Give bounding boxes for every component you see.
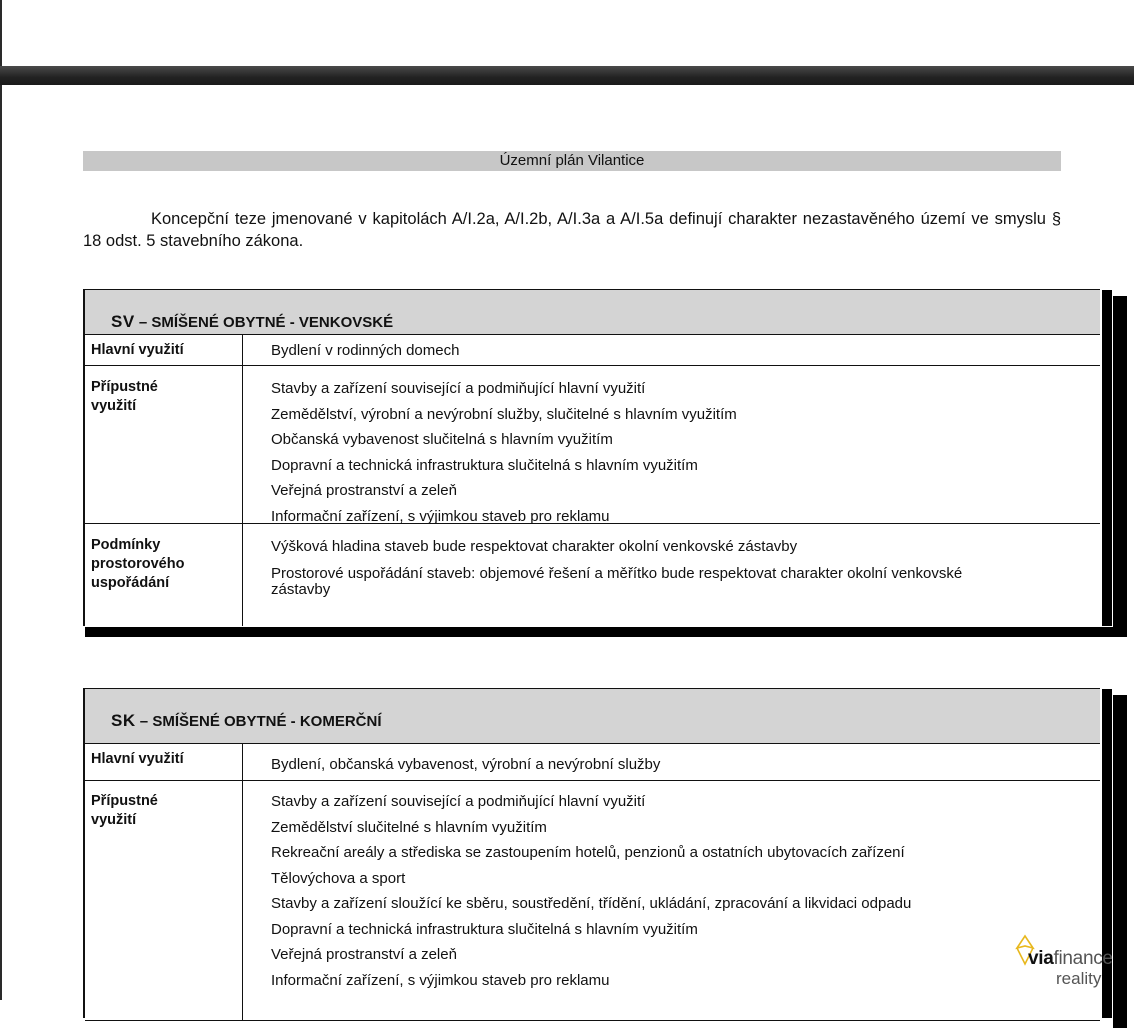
table-row: [85, 335, 1100, 366]
list-item: Veřejná prostranství a zeleň: [271, 482, 457, 499]
zone-code: SK: [111, 711, 136, 730]
list-item: Zemědělství slučitelné s hlavním využitím: [271, 818, 547, 836]
list-item: Dopravní a technická infrastruktura slučitelná s hlavním využitím: [271, 456, 698, 474]
list-item: Občanská vybavenost slučitelná s hlavním využitím: [271, 431, 613, 448]
logo-reality: reality: [1056, 969, 1102, 988]
list-item: Zemědělství, výrobní a nevýrobní služby, slučitelné s hlavním využitím: [271, 405, 737, 423]
list-item: Veřejná prostranství a zeleň: [271, 946, 457, 963]
previous-page-bottom: [0, 0, 1134, 66]
table-row: [85, 366, 1100, 524]
table-row: [85, 524, 1100, 626]
list-item: Stavby a zařízení související a podmiňující hlavní využití: [271, 793, 646, 810]
table-shadow: [1102, 290, 1112, 626]
row-label: Přípustné využití: [85, 366, 243, 523]
list-item: Prostorové uspořádání staveb: objemové řešení a měřítko bude respektovat charakter okolní venkovské zástavby: [271, 564, 963, 598]
list-item: Bydlení v rodinných domech: [271, 342, 460, 359]
page-separator: [0, 66, 1134, 85]
table-heading: SK – SMÍŠENÉ OBYTNÉ - KOMERČNÍ: [85, 689, 1100, 744]
table-sv: [83, 289, 1100, 626]
list-item: Informační zařízení, s výjimkou staveb pro reklamu: [271, 507, 610, 525]
list-item: Stavby a zařízení související a podmiňující hlavní využití: [271, 380, 646, 397]
table-row: [85, 744, 1100, 781]
logo-finance: finance: [1053, 948, 1113, 969]
list-item: Informační zařízení, s výjimkou staveb pro reklamu: [271, 971, 610, 989]
table-row: [85, 781, 1100, 1021]
list-item: Dopravní a technická infrastruktura slučitelná s hlavním využitím: [271, 920, 698, 938]
row-label: Hlavní využití: [85, 744, 243, 780]
logo-via: via: [1028, 948, 1054, 969]
list-item: Výšková hladina staveb bude respektovat charakter okolní venkovské zástavby: [271, 538, 798, 555]
zone-title: SMÍŠENÉ OBYTNÉ - VENKOVSKÉ: [151, 314, 394, 331]
list-item: Stavby a zařízení sloužící ke sběru, soustředění, třídění, ukládání, zpracování a likvidaci odpadu: [271, 895, 912, 912]
list-item: Rekreační areály a střediska se zastoupením hotelů, penzionů a ostatních ubytovacích zařízení: [271, 844, 905, 861]
row-label: Podmínky prostorového uspořádání: [85, 524, 243, 626]
table-heading: SV – SMÍŠENÉ OBYTNÉ - VENKOVSKÉ: [85, 290, 1100, 335]
list-item: Bydlení, občanská vybavenost, výrobní a nevýrobní služby: [271, 756, 661, 773]
table-shadow: [85, 627, 1127, 637]
table-sk: [83, 688, 1100, 1018]
row-label: Hlavní využití: [85, 335, 243, 365]
list-item: Tělovýchova a sport: [271, 869, 406, 887]
viafinance-logo: [1004, 932, 1134, 992]
row-label: Přípustné využití: [85, 781, 243, 1020]
document-header: Územní plán Vilantice: [83, 151, 1061, 171]
intro-paragraph: Koncepční teze jmenované v kapitolách A/I.2a, A/I.2b, A/I.3a a A/I.5a definují charakter nezastavěného území ve smyslu § 18 odst. 5 stavebního zákona.: [83, 210, 1061, 250]
zone-code: SV: [111, 312, 135, 331]
zone-title: SMÍŠENÉ OBYTNÉ - KOMERČNÍ: [152, 713, 382, 730]
